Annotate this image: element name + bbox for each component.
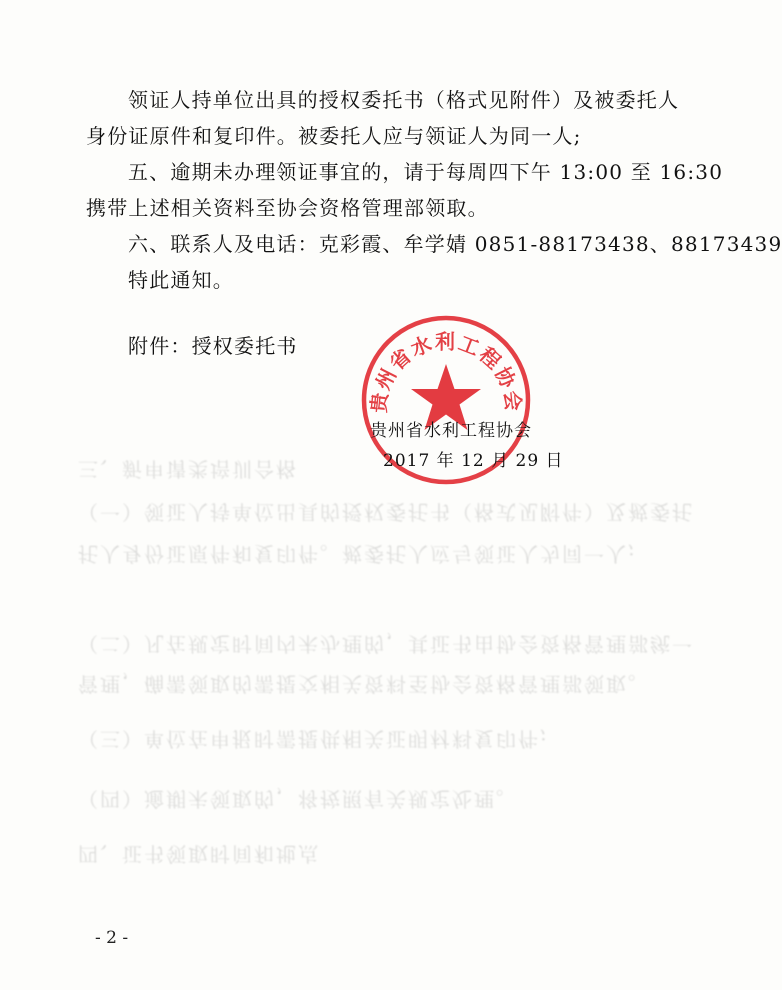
attachment-line: 附件：授权委托书 bbox=[128, 334, 298, 358]
body-line: 六、联系人及电话：克彩霞、牟学婧 0851-88173438、88173439 bbox=[128, 232, 782, 256]
ghost-line: 托人身份证原件和复印件。被委托人应与领证人为同一人; bbox=[78, 542, 637, 566]
ghost-line: （四）逾期未领取的，将按照有关规定处理。 bbox=[78, 787, 518, 811]
issue-date: 2017 年 12 月 29 日 bbox=[383, 451, 564, 471]
seal-text: 贵州省水利工程协会 bbox=[366, 329, 526, 414]
issuer-name: 贵州省水利工程协会 bbox=[370, 421, 532, 441]
ghost-line: （二）凡在规定时间内未办理的，其证书由协会资格管理部统一 bbox=[78, 632, 694, 656]
body-line: 特此通知。 bbox=[128, 268, 234, 292]
ghost-line: （一）领证人持单位出具的授权委托书（格式见附件）及被委托 bbox=[78, 500, 694, 524]
body-line: 五、逾期未办理领证事宜的，请于每周四下午 13:00 至 16:30 bbox=[128, 160, 724, 184]
body-line: 身份证原件和复印件。被委托人应与领证人为同一人; bbox=[86, 124, 582, 148]
body-line: 携带上述相关资料至协会资格管理部领取。 bbox=[86, 196, 489, 220]
ghost-line: 四、证书领取时间和地点 bbox=[78, 842, 320, 866]
ghost-line: 三、新申请类培训合格 bbox=[78, 457, 298, 481]
page-number: - 2 - bbox=[95, 928, 129, 948]
ghost-line: （三）单位在申报时需提供相关证明材料复印件; bbox=[78, 727, 549, 751]
ghost-line: 管理，确需领取的需提交相关资料至协会资格管理部领取。 bbox=[78, 672, 650, 696]
body-line: 领证人持单位出具的授权委托书（格式见附件）及被委托人 bbox=[128, 88, 680, 112]
